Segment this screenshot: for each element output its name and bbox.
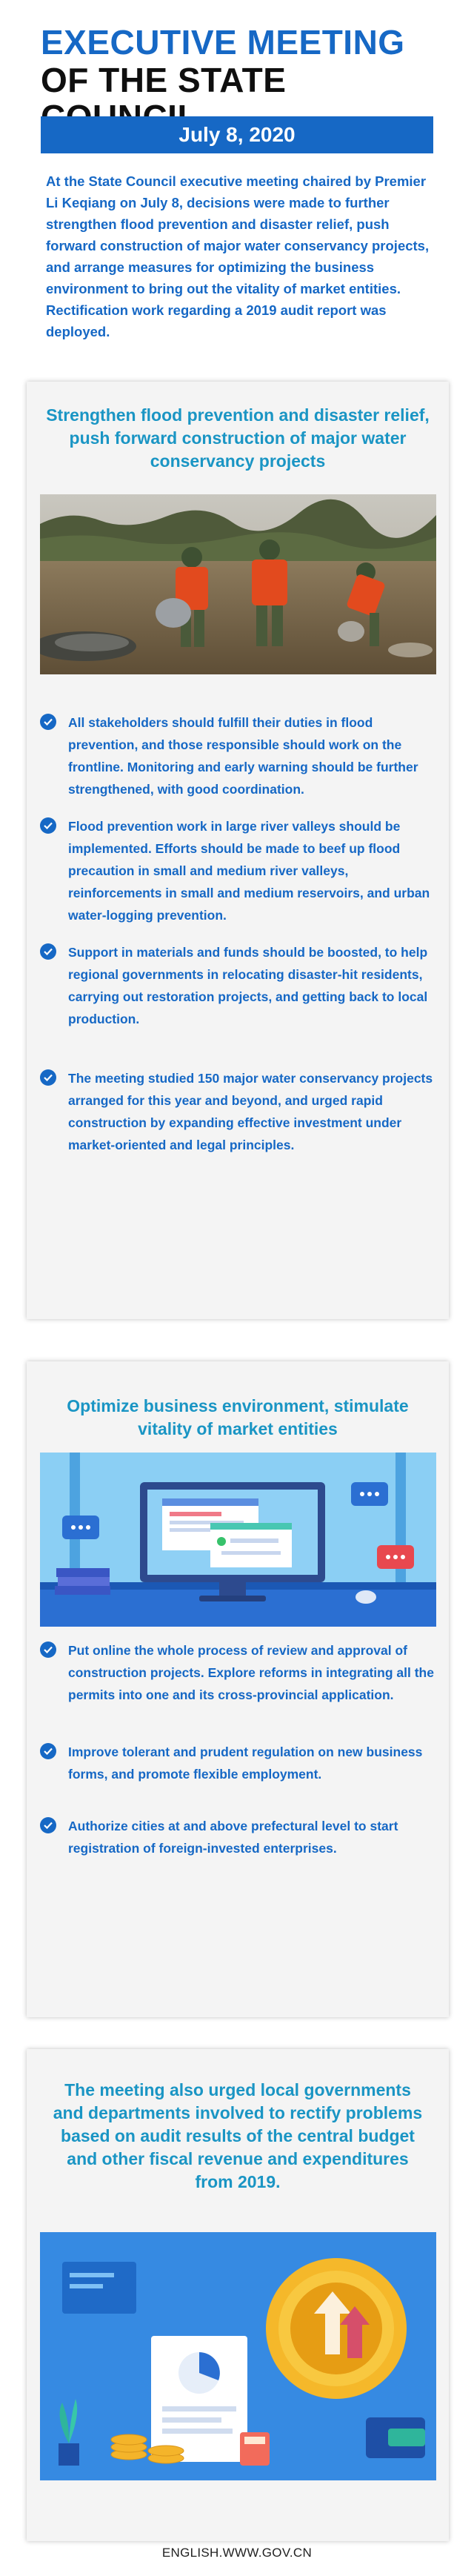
section-business-environment — [27, 1361, 449, 2017]
check-icon — [40, 943, 56, 960]
check-icon — [40, 1817, 56, 1833]
footer-source: ENGLISH.WWW.GOV.CN — [161, 2546, 313, 2560]
intro-paragraph: At the State Council executive meeting chaired by Premier Li Keqiang on July 8, decisions were made to further strengthen flood prevention and disaster relief, push forward construction of major water conservancy projects, and arrange measures for optimizing the business environment to bring out the vitality of market entities. Rectification work regarding a 2019 audit report was deployed. — [46, 173, 430, 339]
list-item — [40, 1639, 436, 1706]
bullet-text: All stakeholders should fulfill their duties in flood prevention, and those responsible should work on the frontline. Monitoring and early warning should be further strengthened, with good coordination. — [68, 715, 418, 797]
fiscal-audit-illustration — [40, 2232, 436, 2480]
list-item — [40, 711, 436, 800]
bullet-text: Support in materials and funds should be boosted, to help regional governments in relocating disaster-hit residents, carrying out restoration projects, and getting back to local production. — [68, 945, 428, 1026]
list-item — [40, 1815, 436, 1859]
section-title: Optimize business environment, stimulate vitality of market entities — [67, 1396, 409, 1438]
list-item — [40, 941, 436, 1030]
bullet-text: The meeting studied 150 major water conservancy projects arranged for this year and beyond, and urged rapid construction by expanding effective investment under market-oriented and legal principles. — [68, 1071, 433, 1152]
check-icon — [40, 714, 56, 730]
list-item — [40, 815, 436, 926]
date-banner — [41, 116, 433, 153]
bullet-text: Flood prevention work in large river valleys should be implemented. Efforts should be made to beef up flood precaution in small and medium river valleys, reinforcements in small and medium reservoirs, and urban water-logging prevention. — [68, 819, 430, 923]
bullet-text: Authorize cities at and above prefectural level to start registration of foreign-invested enterprises. — [68, 1819, 398, 1856]
list-item — [40, 1741, 436, 1785]
title-line-2: OF THE STATE — [41, 60, 287, 99]
check-icon — [40, 1641, 56, 1658]
bullet-text: Put online the whole process of review and approval of construction projects. Explore reforms in integrating all the permits into one and its cross-provincial application. — [68, 1643, 434, 1702]
section-title: The meeting also urged local governments and departments involved to rectify problems based on audit results of the central budget and other fiscal revenue and expenditures from 2019. — [53, 2080, 423, 2191]
bullet-text: Improve tolerant and prudent regulation on new business forms, and promote flexible employment. — [68, 1745, 423, 1782]
meeting-date: July 8, 2020 — [178, 123, 296, 146]
section-audit-rectification — [27, 2049, 449, 2541]
title-line-1: EXECUTIVE MEETING — [41, 23, 405, 62]
check-icon — [40, 1069, 56, 1086]
check-icon — [40, 1743, 56, 1759]
list-item — [40, 1067, 436, 1156]
check-icon — [40, 817, 56, 834]
section-title: Strengthen flood prevention and disaster relief, push forward construction of major water conservancy projects — [46, 405, 430, 471]
flood-rescue-photo — [40, 494, 436, 674]
online-approval-illustration — [40, 1453, 436, 1627]
section-flood-prevention — [27, 382, 449, 1319]
